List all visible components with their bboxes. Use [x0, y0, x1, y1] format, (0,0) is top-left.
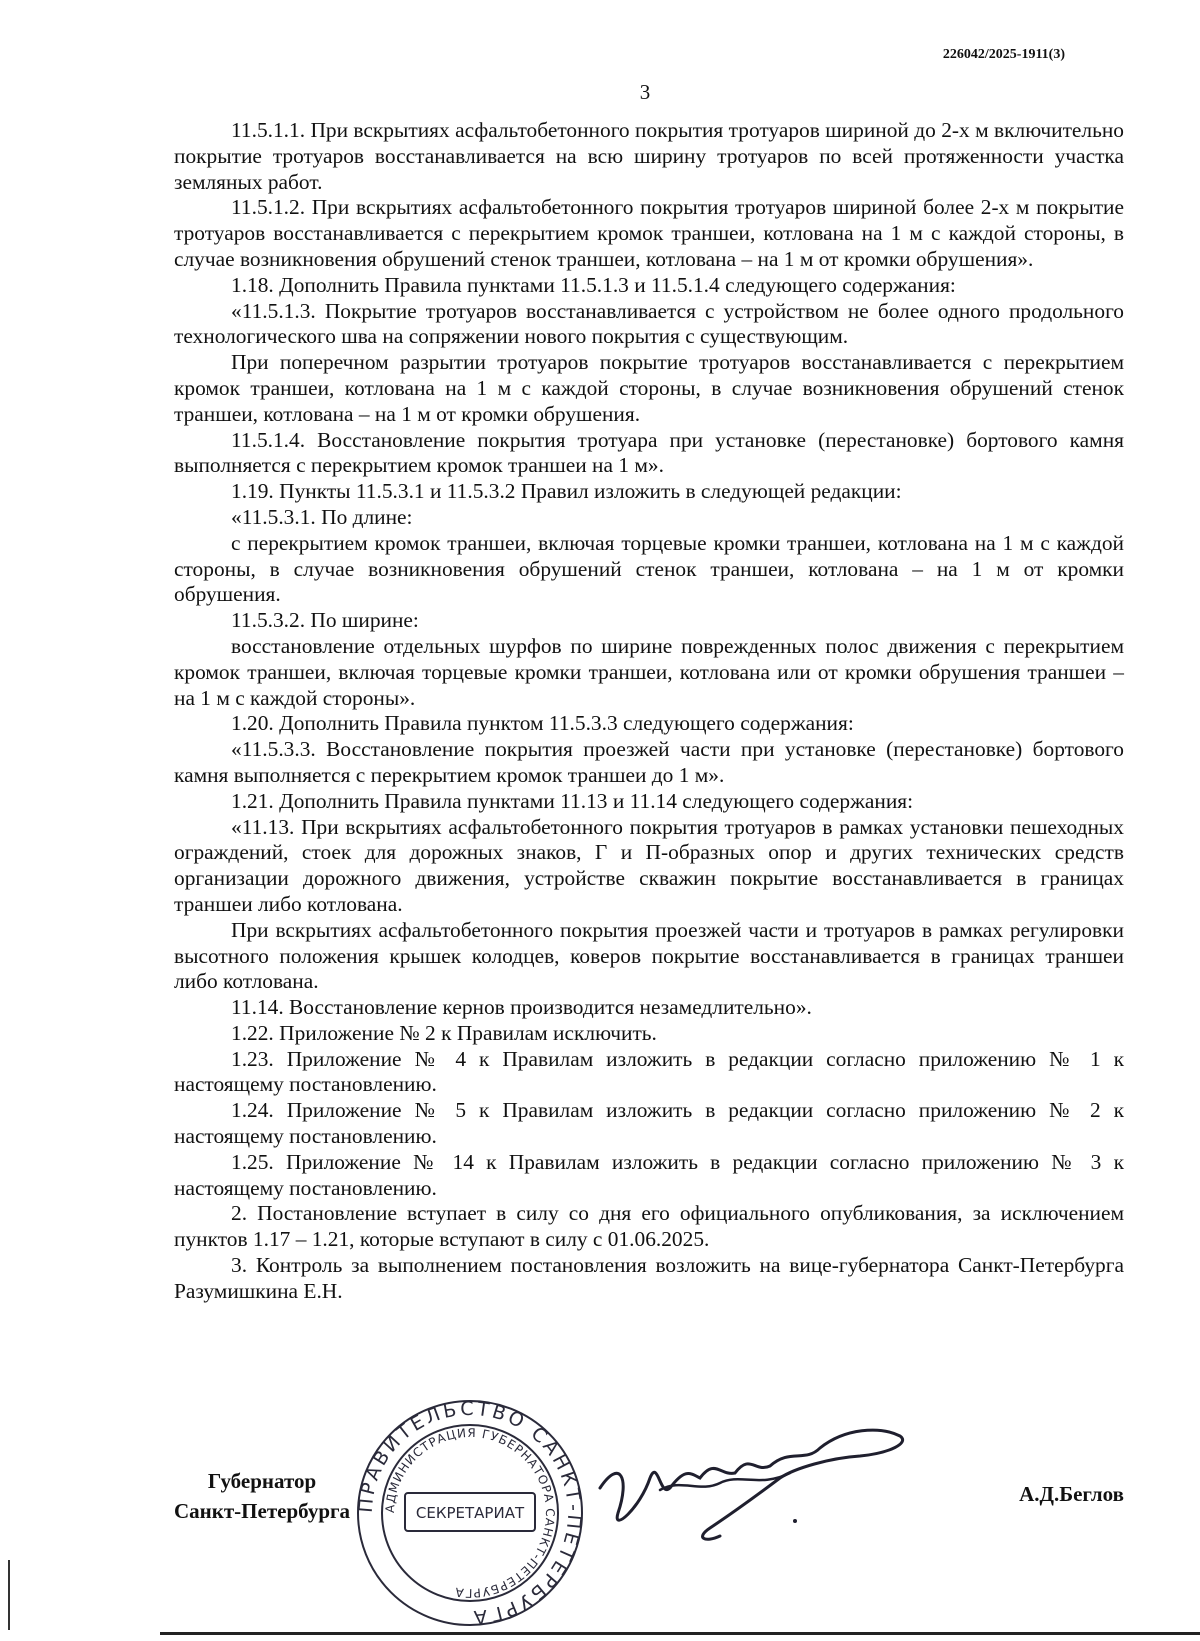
paragraph: 2. Постановление вступает в силу со дня его официального опубликования, за исключением пунктов 1.17 – 1.21, которые вступают в силу с 01.06.2025. [174, 1201, 1124, 1252]
document-number: 226042/2025-1911(3) [942, 47, 1065, 62]
official-stamp [355, 1398, 585, 1628]
paragraph: «11.5.3.3. Восстановление покрытия проезжей части при установке (перестановке) бортового камня выполняется с перекрытием кромок траншеи до 1 м». [174, 737, 1124, 787]
stamp-outer-text: ПРАВИТЕЛЬСТВО САНКТ-ПЕТЕРБУРГА [355, 1398, 585, 1628]
paragraph: с перекрытием кромок траншеи, включая торцевые кромки траншеи, котлована на 1 м с каждой стороны, в случае возникновения обрушений стенок траншеи, котлована – на 1 м от кромки обрушения. [174, 530, 1124, 607]
paragraph: 1.24. Приложение № 5 к Правилам изложить в редакции согласно приложению № 2 к настоящему постановлению. [174, 1098, 1124, 1149]
paragraph: восстановление отдельных шурфов по ширине поврежденных полос движения с перекрытием кромок траншеи, включая торцевые кромки траншеи, котлована или от кромки обрушения траншеи – на 1 м с каждой стороны». [174, 633, 1124, 710]
paragraph: 1.20. Дополнить Правила пунктом 11.5.3.3 следующего содержания: [231, 711, 854, 736]
paragraph: 1.22. Приложение № 2 к Правилам исключить. [231, 1020, 657, 1045]
signatory-region: Санкт-Петербурга [174, 1499, 351, 1523]
stamp-center-text: СЕКРЕТАРИАТ [415, 1504, 525, 1522]
document-body [174, 118, 1124, 1305]
paragraph: 11.5.1.4. Восстановление покрытия тротуара при установке (перестановке) бортового камня выполняется с перекрытием кромок траншеи на 1 м». [174, 427, 1124, 478]
paragraph: При вскрытиях асфальтобетонного покрытия проезжей части и тротуаров в рамках регулировки высотного положения крышек колодцев, коверов покрытие восстанавливается в границах траншеи либо котлована. [174, 917, 1124, 994]
handwritten-signature [590, 1418, 930, 1558]
scan-edge-line [160, 1632, 1200, 1635]
paragraph: 11.5.3.2. По ширине: [231, 608, 419, 633]
signatory-name: А.Д.Беглов [1019, 1482, 1124, 1506]
paragraph: 1.25. Приложение № 14 к Правилам изложить в редакции согласно приложению № 3 к настоящему постановлению. [174, 1149, 1124, 1200]
signatory-position [174, 1466, 350, 1526]
paragraph: 1.21. Дополнить Правила пунктами 11.13 и 11.14 следующего содержания: [231, 788, 914, 813]
paragraph: 1.23. Приложение № 4 к Правилам изложить в редакции согласно приложению № 1 к настоящему постановлению. [174, 1046, 1124, 1097]
paragraph: 1.19. Пункты 11.5.3.1 и 11.5.3.2 Правил изложить в следующей редакции: [231, 479, 902, 504]
stamp-middle-text: АДМИНИСТРАЦИЯ ГУБЕРНАТОРА САНКТ-ПЕТЕРБУРГА [382, 1425, 558, 1601]
paragraph: 11.5.1.2. При вскрытиях асфальтобетонного покрытия тротуаров шириной более 2-х м покрытие тротуаров восстанавливается с перекрытием кромок траншеи, котлована на 1 м с каждой стороны, в случае возникновения обрушений стенок траншеи, котлована – на 1 м от кромки обрушения». [174, 195, 1124, 271]
paragraph: 3. Контроль за выполнением постановления возложить на вице-губернатора Санкт-Петербурга Разумишкина Е.Н. [174, 1253, 1124, 1303]
scan-edge-mark [8, 1560, 10, 1630]
paragraph: «11.5.3.1. По длине: [231, 504, 413, 529]
paragraph: «11.13. При вскрытиях асфальтобетонного покрытия тротуаров в рамках установки пешеходных ограждений, стоек для дорожных знаков, Г и П-образных опор и других технических средств организации дорожного движения, устройстве скважин покрытие восстанавливается в границах траншеи либо котлована. [174, 814, 1124, 916]
paragraph: 1.18. Дополнить Правила пунктами 11.5.1.3 и 11.5.1.4 следующего содержания: [231, 272, 956, 297]
paragraph: 11.14. Восстановление кернов производится незамедлительно». [231, 995, 812, 1020]
signatory-title: Губернатор [207, 1469, 317, 1493]
page-number: 3 [639, 80, 651, 104]
paragraph: 11.5.1.1. При вскрытиях асфальтобетонного покрытия тротуаров шириной до 2-х м включительно покрытие тротуаров восстанавливается на всю ширину тротуаров по всей протяженности участка земляных работ. [174, 118, 1124, 194]
paragraph: «11.5.1.3. Покрытие тротуаров восстанавливается с устройством не более одного продольного технологического шва на сопряжении нового покрытия с существующим. [174, 298, 1124, 349]
paragraph: При поперечном разрытии тротуаров покрытие тротуаров восстанавливается с перекрытием кромок траншеи, котлована на 1 м с каждой стороны, в случае возникновения обрушений стенок траншеи, котлована – на 1 м от кромки обрушения. [174, 350, 1124, 426]
